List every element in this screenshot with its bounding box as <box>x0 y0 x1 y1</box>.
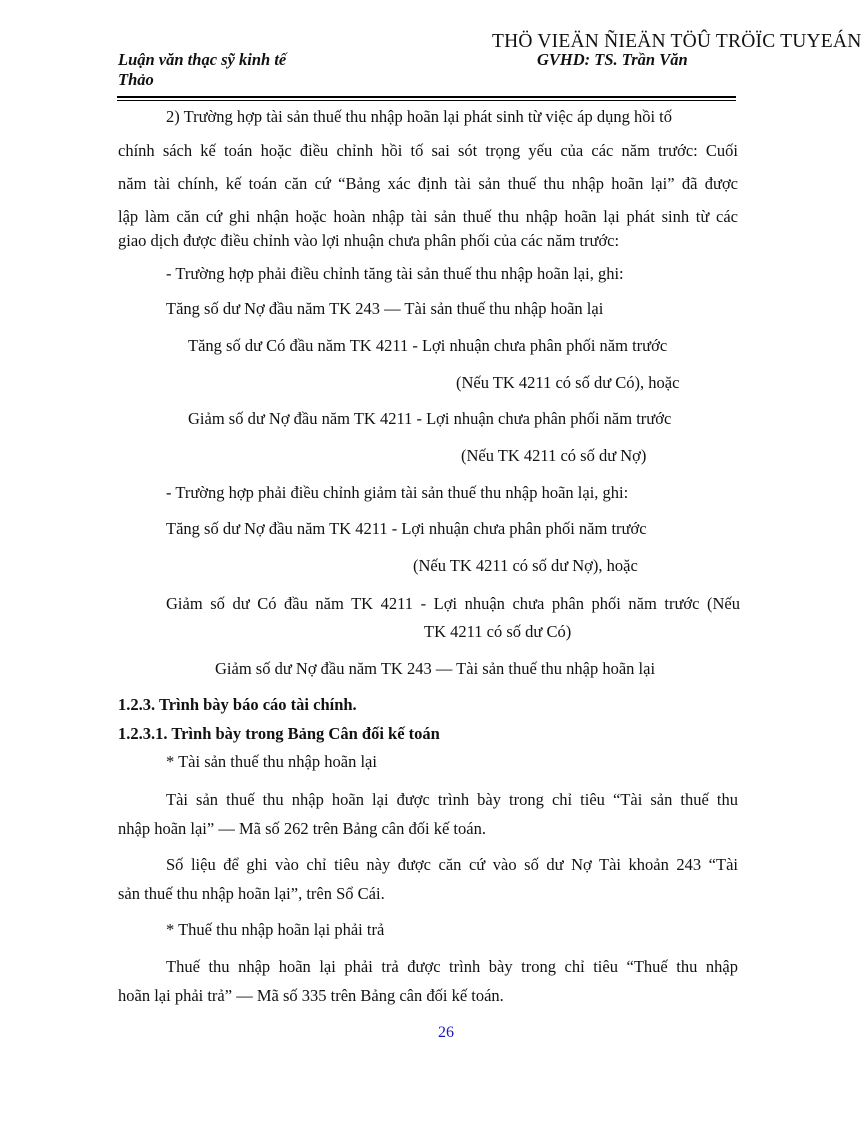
asset-p2-line1: Số liệu để ghi vào chỉ tiêu này được căn cứ vào số dư Nợ Tài khoản 243 “Tài <box>166 855 738 874</box>
bullet-deferred-tax-liability: * Thuế thu nhập hoãn lại phải trả <box>166 920 385 939</box>
liab-p1-line2: hoãn lại phải trả” — Mã số 335 trên Bảng cân đối kế toán. <box>118 986 504 1005</box>
dec-entry-line2: (Nếu TK 4211 có số dư Nợ), hoặc <box>413 556 638 575</box>
case-decrease-heading: - Trường hợp phải điều chỉnh giảm tài sản thuế thu nhập hoãn lại, ghi: <box>166 483 629 502</box>
dec-entry-line5: Giảm số dư Nợ đầu năm TK 243 — Tài sản thuế thu nhập hoãn lại <box>215 659 656 678</box>
liab-p1-line1: Thuế thu nhập hoãn lại phải trả được trình bày trong chỉ tiêu “Thuế thu nhập <box>166 957 738 976</box>
inc-entry-line4: Giảm số dư Nợ đầu năm TK 4211 - Lợi nhuận chưa phân phối năm trước <box>188 409 672 428</box>
asset-p1-line2: nhập hoãn lại” — Mã số 262 trên Bảng cân đối kế toán. <box>118 819 486 838</box>
header-left-line2: Thảo <box>118 70 154 89</box>
section-heading-1-2-3: 1.2.3. Trình bày báo cáo tài chính. <box>118 695 357 714</box>
asset-p1-line1: Tài sản thuế thu nhập hoãn lại được trình bày trong chỉ tiêu “Tài sản thuế thu <box>166 790 738 809</box>
p1-line4: lập làm căn cứ ghi nhận hoặc hoàn nhập tài sản thuế thu nhập hoãn lại phát sinh từ các <box>118 207 738 226</box>
case-increase-heading: - Trường hợp phải điều chỉnh tăng tài sản thuế thu nhập hoãn lại, ghi: <box>166 264 624 283</box>
dec-entry-line1: Tăng số dư Nợ đầu năm TK 4211 - Lợi nhuận chưa phân phối năm trước <box>166 519 647 538</box>
header-thesis-title <box>118 50 286 90</box>
inc-entry-line1: Tăng số dư Nợ đầu năm TK 243 — Tài sản thuế thu nhập hoãn lại <box>166 299 604 318</box>
inc-entry-line2: Tăng số dư Có đầu năm TK 4211 - Lợi nhuận chưa phân phối năm trước <box>188 336 668 355</box>
asset-p2-line2: sản thuế thu nhập hoãn lại”, trên Sổ Cái. <box>118 884 385 903</box>
header-rule-thin <box>117 100 736 101</box>
inc-entry-line3: (Nếu TK 4211 có số dư Có), hoặc <box>456 373 680 392</box>
p1-line2: chính sách kế toán hoặc điều chỉnh hồi tố sai sót trọng yếu của các năm trước: Cuối <box>118 141 738 160</box>
header-rule-thick <box>117 96 736 98</box>
watermark-text: THÖ VIEÄN ÑIEÄN TÖÛ TRÖÏC TUYEÁN <box>492 31 861 52</box>
page-number: 26 <box>438 1024 454 1041</box>
header-supervisor: GVHD: TS. Trần Văn <box>537 50 688 69</box>
bullet-deferred-tax-asset: * Tài sản thuế thu nhập hoãn lại <box>166 752 377 771</box>
section-heading-1-2-3-1: 1.2.3.1. Trình bày trong Bảng Cân đối kế toán <box>118 724 440 743</box>
dec-entry-line4: TK 4211 có số dư Có) <box>424 622 572 641</box>
p1-line3: năm tài chính, kế toán căn cứ “Bảng xác định tài sản thuế thu nhập hoãn lại” đã được <box>118 174 738 193</box>
inc-entry-line5: (Nếu TK 4211 có số dư Nợ) <box>461 446 647 465</box>
p1-line1: 2) Trường hợp tài sản thuế thu nhập hoãn lại phát sinh từ việc áp dụng hồi tố <box>166 107 672 126</box>
p1-line5: giao dịch được điều chỉnh vào lợi nhuận chưa phân phối của các năm trước: <box>118 231 620 250</box>
dec-entry-line3: Giảm số dư Có đầu năm TK 4211 - Lợi nhuận chưa phân phối năm trước (Nếu <box>166 594 740 613</box>
header-left-line1: Luận văn thạc sỹ kinh tế <box>118 50 287 69</box>
